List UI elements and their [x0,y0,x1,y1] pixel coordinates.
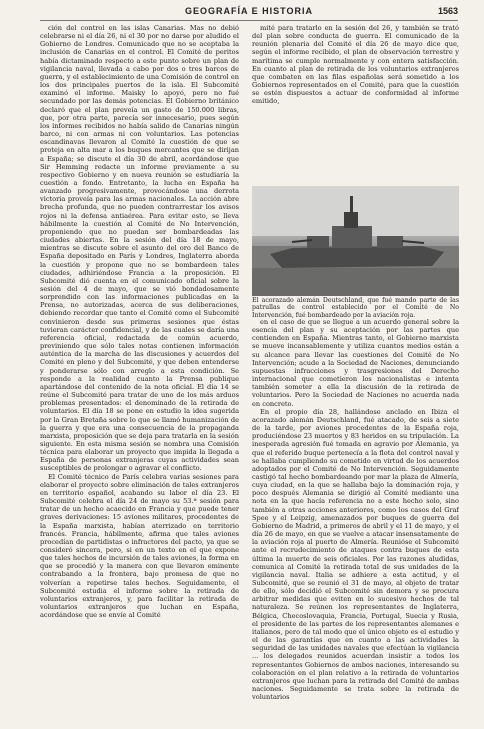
paragraph: en el caso de que se llegue a un acuerdo general sobre la esencia del plan y su aceptación por las partes que contienden en España. Mientras tanto, el Gobierno marxista se mueve incansablemente y utiliza cuantos medios están a su alcance para llevar las cuestiones del Comité de No Intervención; acude a la Sociedad de Naciones, denunciando supuestas infracciones y trasgresiones del Derecho internacional que cometieron los nacionalistas e intenta también someter a ella la discusión de la retirada de voluntarios. Pero la Sociedad de Naciones no acuerda nada en concreto. [252,318,459,408]
battleship-photo [252,186,459,296]
page-number: 1563 [437,6,458,16]
paragraph: En el propio día 28, hallándose anclado en Ibiza el acorazado alemán Deutschland, fué atacado, de seis a siete de la tarde, por aviones procedentes de la España roja, produciéndose 23 muertos y 83 heridos en su tripulación. La inesperada agresión fué tomada en agravio por Alemania, ya que el referido buque pertenecía a la flota del control naval y se hallaba cumpliendo su cometido en virtud de los acuerdos adoptados por el Comité de No Intervención. Seguidamente castigó tal hecho bombardeando por mar la plaza de Almería, cuya ciudad, en la que se hallaba bajo la dominación roja, y poco después Alemania se dirigió al Comité mediante una nota en la que hacía referencia no a este hecho solo, sino también a otras acciones anteriores, como los casos del Graf Spee y el Leipzig, amenazados por buques de guerra del Gobierno de Madrid, a primeros de abril y el 11 de mayo, y el día 26 de mayo, en que se vuelve a atacar insensatamente de la aviación roja al puerto de Almería. Reunióse el Subcomité ante el recrudecimiento de ataques contra buques de esta última la muerte de seis oficiales. Por las razones aludidas, comunica al Comité la retirada total de sus unidades de la vigilancia naval. Italia se adhiere a esta actitud, y el Subcomité, que se reunió el 31 de mayo, al objeto de tratar de ello, sólo decidió el Subcomité sin demora y se procura arbitrar medidas que eviten en lo sucesivo hechos de tal naturaleza. Se reúnen los representantes de Inglaterra, Bélgica, Checoslovaquia, Francia, Portugal, Suecia y Rusia, el presidente de las partes de los representantes alemanes e italianos, pero de tal modo que el único objeto es el estudio y el de las garantías que en cuanto a las actividades la seguridad de las unidades navales que efectúan la vigilancia ... los delegados reunidos acuerdan insistir a todos los representantes Gobiernos de ambos naciones, interesando su colaboración en el plan relativo a la retirada de voluntarios extranjeros que luchan para la retirada del Comité de ambas naciones. Seguidamente se trata sobre la retirada de voluntarios [252,407,459,702]
right-column-bottom [252,318,459,724]
running-title: GEOGRAFÍA E HISTORIA [184,6,313,16]
running-header [40,6,458,21]
left-column [40,24,239,724]
paragraph: ción del control en las islas Canarias. Mas no debió celebrarse ni el día 26, ni el 30 por no darse por aludido el Gobierno de Londres. Comunicado que no se aceptaba la inclusión de Canarias en el control. El Comité de peritos había dictaminado respecto a este punto sobre un plan de vigilancia naval, llevada a cabo por dos o tres barcos de guerra, y el establecimiento de una Comisión de control en los dos principales puertos de la isla. El Subcomité examinó el informe. Maisky lo apoyó, pero no fué secundado por las demás potencias. El Gobierno británico declaró que el plan preveía un gasto de 150.000 libras, que, por otra parte, parecía ser innecesario, pues según los informes recibidos no había salido de Canarias ningún barco, ni con armas ni con voluntarios. Las potencias escandinavas llevaron al Comité la cuestión de que se proteja en alta mar a los buques mercantes que se dirijan a España; se discute el día 30 de abril, acordándose que Sir Hemming redacte un informe previamente a su respectivo Gobierno y en nueva reunión se estudiaría la cuestión a fondo. Entretanto, la lucha en España ha avanzado progresivamente, provocándose una derrota victoria proveía para las armas nacionales. La acción abre brecha profunda, que no pueden contrarrestar los avisos rojos ni la defensa antiaérea. Para evitar esto, se lleva hábilmente la cuestión al Comité de No Intervención, proponiendo que no puedan ser bombardeadas las ciudades abiertas. En la sesión del día 18 de mayo, mientras se discute sobre el asunto del oro del Banco de España depositado en París y Londres, Inglaterra aborda la cuestión y propone que no se bombardeen tales ciudades, adhiriéndose Francia a la proposición. El Subcomité dió cuenta en el comunicado oficial sobre la sesión del 4 de mayo, que se vió bondadosamente sorprendido con las informaciones publicadas en la Prensa, no autorizadas, acerca de sus deliberaciones, debiendo recordar que tanto el Comité como el Subcomité convinieron desde sus primeras sesiones que éstas tuvieran carácter confidencial, y de las cuales se daría una referencia oficial, redactada de común acuerdo, previniendo que sólo tales notas contienen información auténtica de la marcha de las discusiones y acuerdos del Comité en pleno y del Subcomité, y que deben entenderse y ponderarse sólo con arreglo a esta condición. Se responde a la realidad cuanto la Prensa publique apartándose del contenido de la nota oficial. El día 14 se reúne el Subcomité para tratar de uno de los más arduos problemas presentados: el denominado de la retirada de voluntarios. El día 18 se pone en estudio la idea sugerida por la Gran Bretaña sobre lo que se llamó humanización de la guerra y que era una consecuencia de la propaganda marxista, proposición que se deja para tratarla en la sesión siguiente. En esta misma sesión se nombra una Comisión técnica para elaborar un proyecto que impida la llegada a España de personas extranjeras cuyas actividades sean susceptibles de prolongar o agravar el conflicto. [40,24,239,473]
right-column-top [252,24,459,184]
battleship-illustration [252,186,459,296]
paragraph: mité para tratarlo en la sesión del 26, y también se trató del plan sobre conducta de guerra. El comunicado de la reunión plenaria del Comité el día 26 de mayo dice que, según el informe recibido, el plan de observación terrestre y marítima se cumple normalmente y con entera satisfacción. En cuanto al plan de retirada de los voluntarios extranjeros que combaten en las filas españolas será sometido a los Gobiernos representados en el Comité, para que la cuestión se estén dispuestos a actuar de conformidad al informe emitido, [252,24,459,106]
paragraph: El Comité técnico de París celebra varias sesiones para elaborar el proyecto sobre eliminación de tales extranjeros en territorio español, acabando su labor el día 23. El Subcomité celebra el día 24 de mayo su 53.ª sesión para tratar de un hecho acaecido en Francia y que puede tener graves derivaciones: 15 aviones militares, procedentes de la España marxista, habían aterrizado en territorio francés. Francia, hábilmente, afirma que tales aviones procedían de partidistas o infractores del pacto, ya que se consideró sincera, pero, si en un texto en el que expone que tales hechos de incursión de tales aviones, la forma en que se procedió y la manera con que llevaron eminente contrabando a la frontera, bajo promesa de que no volverían a repetirse tales hechos. Seguidamente, el Subcomité estudia el informe sobre la retirada de voluntarios extranjeros, y, para facilitar la retirada de voluntarios extranjeros que luchan en España, acordándose que se envíe al Comité [40,472,239,620]
photo-caption: El acorazado alemán Deutschland, que fué mando parte de las patrullas de control establecido por el Comité de No Intervención, fué bombardeado por la aviación roja. [252,297,459,319]
